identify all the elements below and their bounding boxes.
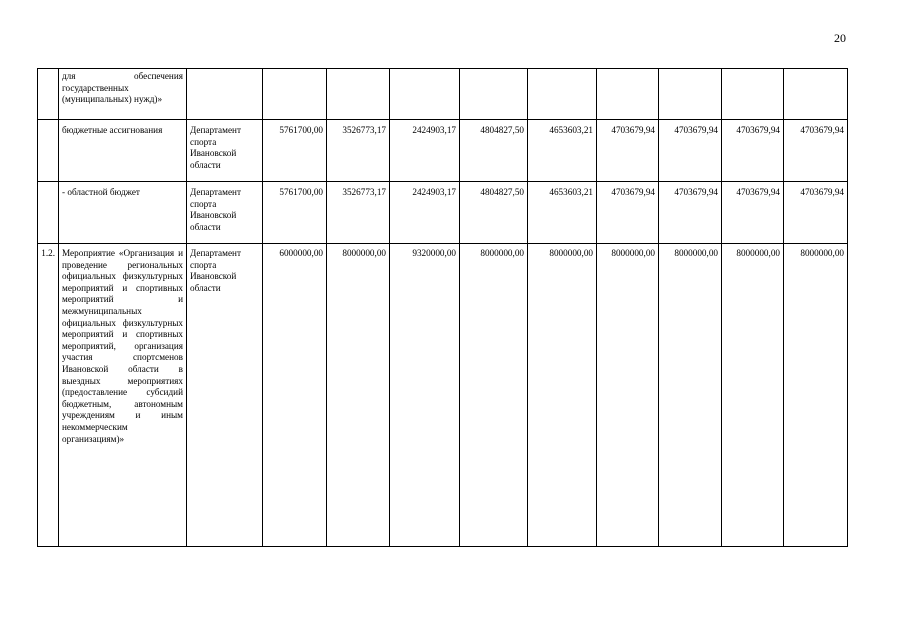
row-value bbox=[597, 69, 659, 120]
row-value: 4653603,21 bbox=[528, 120, 597, 182]
row-value bbox=[722, 69, 784, 120]
page-number: 20 bbox=[834, 31, 846, 45]
row-value bbox=[327, 69, 390, 120]
row-executor bbox=[187, 69, 263, 120]
row-value: 4653603,21 bbox=[528, 182, 597, 244]
row-value bbox=[460, 69, 528, 120]
row-value: 8000000,00 bbox=[528, 244, 597, 547]
row-value: 3526773,17 bbox=[327, 120, 390, 182]
row-name: для обеспечения государственных (муниципальных) нужд)» bbox=[59, 69, 187, 120]
row-index: 1.2. bbox=[38, 244, 59, 547]
row-index bbox=[38, 182, 59, 244]
row-value: 4703679,94 bbox=[659, 182, 722, 244]
row-executor: Департамент спорта Ивановской области bbox=[187, 244, 263, 547]
row-value: 4703679,94 bbox=[597, 120, 659, 182]
row-index bbox=[38, 69, 59, 120]
row-value: 4804827,50 bbox=[460, 120, 528, 182]
row-value: 8000000,00 bbox=[659, 244, 722, 547]
row-value: 8000000,00 bbox=[597, 244, 659, 547]
row-value: 4703679,94 bbox=[784, 120, 848, 182]
row-name: Мероприятие «Организация и проведение региональных официальных физкультурных мероприятий и спортивных мероприятий и межмуниципальных официальных физкультурных мероприятий и спортивных мероприятий, организация участия спортсменов Ивановской области в выездных мероприятиях (предоставление субсидий бюджетным, автономным учреждениям и иным некоммерческим организациям)» bbox=[59, 244, 187, 547]
row-value bbox=[784, 69, 848, 120]
row-value: 8000000,00 bbox=[327, 244, 390, 547]
row-index bbox=[38, 120, 59, 182]
row-value bbox=[659, 69, 722, 120]
row-value: 4703679,94 bbox=[722, 120, 784, 182]
row-value bbox=[528, 69, 597, 120]
row-value: 9320000,00 bbox=[390, 244, 460, 547]
row-value: 5761700,00 bbox=[263, 120, 327, 182]
row-value: 2424903,17 bbox=[390, 182, 460, 244]
row-value: 4703679,94 bbox=[722, 182, 784, 244]
row-executor: Департамент спорта Ивановской области bbox=[187, 120, 263, 182]
row-executor: Департамент спорта Ивановской области bbox=[187, 182, 263, 244]
row-value: 8000000,00 bbox=[722, 244, 784, 547]
row-value: 8000000,00 bbox=[460, 244, 528, 547]
row-name: бюджетные ассигнования bbox=[59, 120, 187, 182]
budget-table bbox=[37, 68, 848, 547]
row-name: - областной бюджет bbox=[59, 182, 187, 244]
row-value: 3526773,17 bbox=[327, 182, 390, 244]
row-value: 5761700,00 bbox=[263, 182, 327, 244]
row-value: 4703679,94 bbox=[784, 182, 848, 244]
table-row bbox=[38, 182, 848, 244]
row-value: 2424903,17 bbox=[390, 120, 460, 182]
row-value bbox=[390, 69, 460, 120]
row-value bbox=[263, 69, 327, 120]
row-value: 8000000,00 bbox=[784, 244, 848, 547]
row-value: 4804827,50 bbox=[460, 182, 528, 244]
row-value: 4703679,94 bbox=[659, 120, 722, 182]
table-row bbox=[38, 69, 848, 120]
row-value: 4703679,94 bbox=[597, 182, 659, 244]
table-row bbox=[38, 120, 848, 182]
row-value: 6000000,00 bbox=[263, 244, 327, 547]
table-row bbox=[38, 244, 848, 547]
